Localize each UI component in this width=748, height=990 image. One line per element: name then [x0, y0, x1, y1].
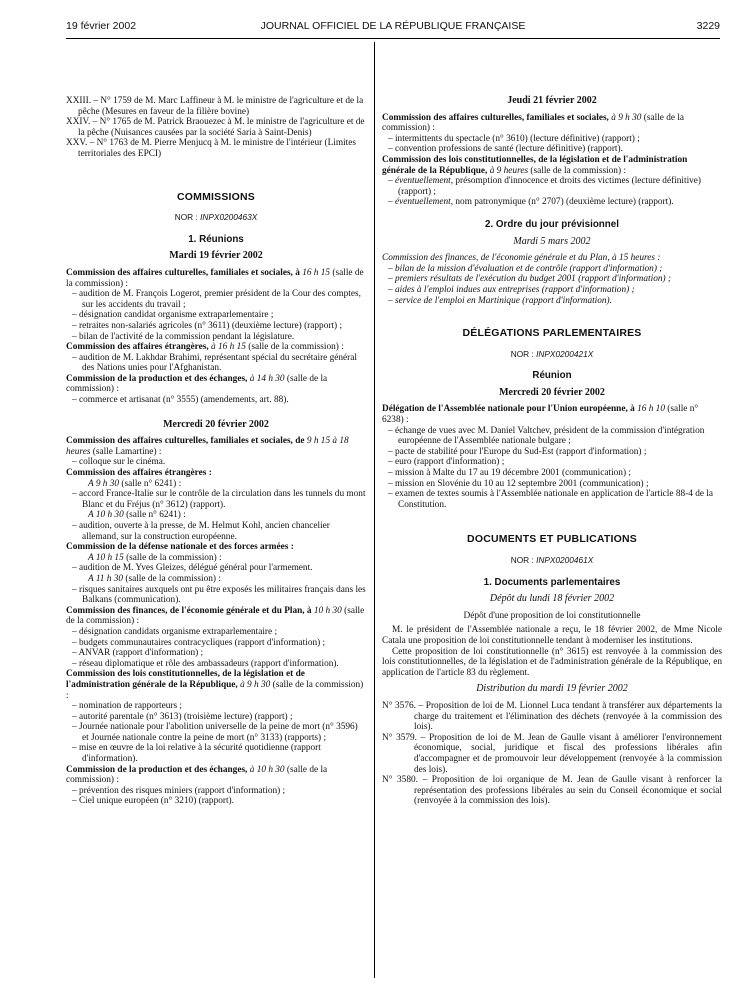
commission-heading [382, 113, 722, 134]
agenda-item: – réseau diplomatique et rôle des ambassadeurs (rapport d'information). [72, 658, 339, 669]
left-column [66, 96, 366, 807]
page-number: 3229 [696, 20, 720, 32]
agenda-item: – colloque sur le cinéma. [72, 457, 166, 468]
document-entry [382, 775, 722, 807]
column-divider [374, 42, 375, 978]
meeting-room: (salle de la commission) : [66, 605, 365, 627]
document-number: N° 3579. [382, 732, 417, 743]
agenda-item: – audition de M. Yves Gleizes, délégué général pour l'armement. [72, 563, 313, 574]
agenda-item: – mission à Malte du 17 au 19 décembre 2001 (communication) ; [388, 468, 631, 479]
agenda-item: – échange de vues avec M. Daniel Valtchev, président de la commission d'intégration européenne de l'Assemblée nationale bulgare ; [388, 425, 705, 447]
commission-heading [66, 268, 366, 289]
nor-code: INPX0200463X [200, 212, 258, 223]
section-title-delegations: DÉLÉGATIONS PARLEMENTAIRES [462, 327, 642, 340]
nor-label: NOR : [174, 212, 198, 223]
commission-name: Commission des affaires culturelles, familiales et sociales, [382, 112, 609, 123]
agenda-item: – ANVAR (rapport d'information) ; [72, 648, 204, 659]
agenda-item: – nomination de rapporteurs ; [72, 701, 182, 712]
document-entry [382, 701, 722, 733]
commission-heading [66, 436, 366, 457]
meeting-room: (salle de la commission) : [126, 552, 222, 563]
commission-name: Commission des affaires culturelles, familiales et sociales, à [66, 267, 300, 278]
meeting-room: (salle de la commission) : [248, 342, 344, 353]
document-text: – Proposition de loi de M. Jean de Gaulle visant à améliorer l'environnement économique, social, juridique et fiscal des professions libérales afin d'accompagner et de promouvoir leur développement (renvoyée à la commission des lois). [414, 732, 722, 775]
document-number: N° 3580. [382, 775, 418, 786]
agenda-item: – bilan de la mission d'évaluation et de contrôle (rapport d'information) ; [388, 263, 663, 274]
commission-name: Commission des affaires culturelles, familiales et sociales, de [66, 436, 305, 447]
agenda-item: – budgets communautaires contracycliques (rapport d'information) ; [72, 637, 326, 648]
commission-heading [66, 342, 366, 353]
meeting-time: à 16 h 15 [211, 342, 246, 353]
agenda-item: – éventuellement, nom patronymique (n° 2707) (deuxième lecture) (rapport). [388, 197, 674, 208]
header-date: 19 février 2002 [66, 20, 137, 32]
document-text: – Proposition de loi organique de M. Jean de Gaulle visant à renforcer la représentation des professions libérales au sein du Conseil économique et social (renvoyée à la commission des lois). [414, 775, 722, 807]
agenda-qualifier: éventuellement, [394, 197, 454, 208]
commission-heading [66, 765, 366, 786]
agenda-item: – désignation candidats organisme extraparlementaire ; [72, 626, 278, 637]
section-title-commissions: COMMISSIONS [176, 190, 256, 203]
meeting-time: à 9 heures [489, 165, 529, 176]
meeting-time: A 11 h 30 [88, 573, 124, 584]
meeting-time: 16 h 15 [302, 267, 331, 278]
agenda-item: – convention professions de santé (lecture définitive) (rapport). [388, 144, 623, 155]
agenda-item: – Journée nationale pour l'abolition universelle de la peine de mort (n° 3596) et Journée nationale contre la peine de mort (n° 3133) (rapports) ; [72, 722, 358, 743]
nor-reference [382, 555, 722, 566]
day-heading: Mardi 19 février 2002 [169, 250, 263, 262]
meeting-time: à 14 h 30 [249, 373, 285, 384]
commission-name: Commission de la production et des échanges, [66, 373, 248, 384]
meeting-room: (salle de la commission) : [66, 373, 328, 395]
meeting-room: (salle de la commission) : [382, 112, 685, 134]
meeting-room: (salle de la commission) : [530, 165, 626, 176]
document-entry [382, 733, 722, 775]
agenda-item: – premiers résultats de l'exécution du budget 2001 (rapport d'information) ; [388, 274, 672, 285]
agenda-item: – euro (rapport d'information) ; [388, 457, 505, 468]
nor-code: INPX0200421X [536, 348, 594, 359]
toc-item: XXIII. – N° 1759 de M. Marc Laffineur à M. le ministre de l'agriculture et de la pêche (Mesures en faveur de la filière bovine) [66, 96, 364, 117]
agenda-item: – audition de M. Lakhdar Brahimi, représentant spécial du secrétaire général des Nations unies pour l'Afghanistan. [72, 352, 357, 374]
document-number: N° 3576. [382, 700, 416, 711]
paragraph: Cette proposition de loi constitutionnelle (n° 3615) est renvoyée à la commission des lois constitutionnelles, de la législation et de l'administration générale de la République, en application de l'article 83 du règlement. [382, 646, 722, 678]
nor-reference [66, 212, 366, 223]
meeting-room: (salle de la commission) : [66, 679, 364, 701]
day-heading: Mardi 5 mars 2002 [513, 235, 591, 247]
commission-heading [66, 374, 366, 395]
agenda-text: nom patronymique (n° 2707) (deuxième lecture) (rapport). [455, 197, 674, 208]
meeting-time: A 10 h 15 [88, 552, 124, 563]
commission-name: Commission de la défense nationale et des forces armées : [66, 542, 294, 553]
header-rule [66, 38, 720, 39]
meeting-time: 16 h 10 [637, 404, 665, 415]
meeting-time: à 9 h 30 [240, 679, 271, 690]
paragraph: M. le président de l'Assemblée nationale a reçu, le 18 février 2002, de Mme Nicole Catala une proposition de loi constitutionnelle tendant à moderniser les institutions. [382, 625, 722, 646]
agenda-item: – intermittents du spectacle (n° 3610) (lecture définitive) (rapport) ; [388, 133, 640, 144]
agenda-item: – prévention des risques miniers (rapport d'information) ; [72, 785, 286, 796]
agenda-text: présomption d'innocence et droits des victimes (lecture définitive) (rapport) ; [398, 176, 702, 197]
commission-heading [382, 155, 722, 176]
agenda-item: – mission en Slovénie du 10 au 12 septembre 2001 (communication) ; [388, 478, 649, 489]
meeting-room: (salle n° 6241) : [126, 510, 186, 521]
agenda-item: – éventuellement, présomption d'innocence et droits des victimes (lecture définitive) (rapport) ; [388, 176, 702, 197]
meeting-time-line [66, 553, 366, 564]
meeting-room: (salle n° 6241) : [121, 478, 182, 489]
commission-name: Délégation de l'Assemblée nationale pour l'Union européenne, à [382, 404, 635, 415]
agenda-item: – autorité parentale (n° 3613) (troisième lecture) (rapport) ; [72, 711, 293, 722]
agenda-item: – mise en œuvre de la loi relative à la sécurité quotidienne (rapport d'information). [72, 743, 321, 765]
header-title: JOURNAL OFFICIEL DE LA RÉPUBLIQUE FRANÇAISE [260, 20, 526, 32]
commission-name: Commission des lois constitutionnelles, de la législation et de l'administration générale de la République, [382, 154, 688, 176]
meeting-time-line [66, 479, 366, 490]
commission-heading [382, 404, 722, 425]
page-header [66, 20, 720, 35]
agenda-qualifier: éventuellement, [394, 176, 454, 187]
agenda-item: – Ciel unique européen (n° 3210) (rapport). [72, 796, 234, 807]
agenda-item: – retraites non-salariés agricoles (n° 3611) (deuxième lecture) (rapport) ; [72, 320, 343, 331]
toc-item: XXIV. – N° 1765 de M. Patrick Braouezec à M. le ministre de l'agriculture et de la pêche (Nuisances causées par la société Saria à Saint-Denis) [66, 117, 365, 138]
agenda-item: – pacte de stabilité pour l'Europe du Sud-Est (rapport d'information) ; [388, 446, 647, 457]
nor-code: INPX0200461X [536, 555, 594, 565]
meeting-time: 10 h 30 [313, 605, 342, 616]
meeting-time: A 9 h 30 [88, 478, 120, 489]
subsection-title: Réunion [532, 370, 572, 382]
nor-label: NOR : [510, 555, 534, 565]
meeting-room: (salle n° 6238) : [382, 404, 699, 426]
agenda-item: – aides à l'emploi indues aux entreprises (rapport d'information) ; [388, 284, 635, 295]
deposit-title: Dépôt d'une proposition de loi constitutionnelle [463, 610, 641, 621]
subsection-title: 2. Ordre du jour prévisionnel [485, 218, 619, 230]
meeting-time: à 9 h 30 [611, 112, 642, 123]
agenda-item: – examen de textes soumis à l'Assemblée nationale en application de l'article 88-4 de la Constitution. [388, 489, 714, 510]
agenda-item: – bilan de l'activité de la commission pendant la législature. [72, 331, 295, 342]
subsection-title: 1. Réunions [188, 233, 244, 245]
commission-name: Commission de la production et des échanges, [66, 764, 248, 775]
meeting-room: (salle de la commission) : [66, 764, 328, 786]
commission-heading [66, 669, 366, 701]
meeting-time-line [66, 510, 366, 521]
day-heading: Mercredi 20 février 2002 [499, 386, 605, 398]
meeting-room: (salle de la commission) : [125, 573, 221, 584]
nor-label: NOR : [510, 348, 534, 359]
right-column [382, 96, 722, 807]
day-heading: Dépôt du lundi 18 février 2002 [489, 593, 615, 605]
section-title-documents: DOCUMENTS ET PUBLICATIONS [467, 533, 637, 546]
meeting-room: (salle de la commission) : [66, 267, 364, 289]
day-heading: Mercredi 20 février 2002 [163, 418, 269, 430]
agenda-item: – service de l'emploi en Martinique (rapport d'information). [388, 295, 612, 306]
commission-heading: Commission des finances, de l'économie générale et du Plan, à 15 heures : [382, 253, 661, 264]
commission-name: Commission des affaires étrangères : [66, 468, 212, 479]
subsection-title: 1. Documents parlementaires [483, 576, 621, 588]
document-text: – Proposition de loi de M. Lionnel Luca tendant à transférer aux départements la charge du traitement et l'élimination des déchets (renvoyée à la commission des lois). [414, 700, 722, 733]
agenda-item: – audition, ouverte à la presse, de M. Helmut Kohl, ancien chancelier allemand, sur la construction européenne. [72, 521, 330, 542]
agenda-item: – audition de M. François Logerot, premier président de la Cour des comptes, sur les accidents du travail ; [72, 289, 361, 310]
agenda-item: – désignation candidat organisme extraparlementaire ; [72, 310, 274, 321]
toc-item: XXV. – N° 1763 de M. Pierre Menjucq à M. le ministre de l'intérieur (Limites territoriales des EPCI) [66, 138, 357, 159]
agenda-item: – commerce et artisanat (n° 3555) (amendements, art. 88). [72, 395, 289, 406]
meeting-room: (salle Lamartine) : [92, 446, 162, 457]
commission-heading [66, 606, 366, 627]
day-heading: Distribution du mardi 19 février 2002 [476, 683, 628, 695]
day-heading: Jeudi 21 février 2002 [507, 95, 597, 106]
agenda-item: – risques sanitaires auxquels ont pu être exposés les militaires français dans les Balkans (communication). [72, 584, 366, 606]
commission-name: Commission des affaires étrangères, [66, 342, 209, 353]
commission-name: Commission des finances, de l'économie générale et du Plan, à [66, 605, 312, 616]
meeting-time: A 10 h 30 [88, 510, 124, 521]
meeting-time: à 10 h 30 [249, 764, 285, 775]
commission-name: Commission des lois constitutionnelles, de la législation et de l'administration générale de la République, [66, 669, 305, 690]
meeting-time: 9 h 15 à 18 heures [66, 436, 349, 457]
nor-reference [382, 349, 722, 360]
agenda-item: – accord France-Italie sur le contrôle de la circulation dans les tunnels du mont Blanc et du Fréjus (n° 3612) (rapport). [72, 489, 366, 510]
meeting-time-line [66, 574, 366, 585]
